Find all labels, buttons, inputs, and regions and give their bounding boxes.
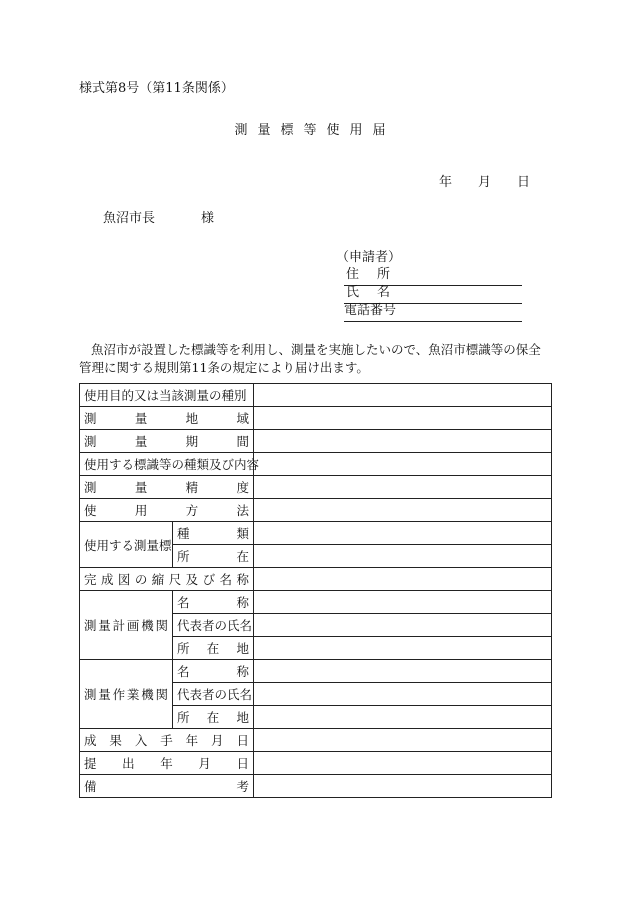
remarks-value[interactable] (254, 775, 552, 798)
date-line (439, 175, 530, 191)
planning-org-rep-label: 代表者の氏名 (173, 614, 254, 637)
marker-type-value[interactable] (254, 522, 552, 545)
work-org-address-value[interactable] (254, 706, 552, 729)
precision-label: 測 量 精 度 (80, 476, 254, 499)
date-year: 年 (439, 175, 453, 190)
table-row (80, 407, 552, 430)
survey-marker-label: 使用する測量標 (80, 522, 173, 568)
addressee-name: 魚沼市長 (103, 211, 156, 226)
table-row (80, 453, 552, 476)
addressee-honorific: 様 (201, 211, 215, 226)
planning-org-address-label: 所 在 地 (173, 637, 254, 660)
area-value[interactable] (254, 407, 552, 430)
planning-org-name-value[interactable] (254, 591, 552, 614)
completion-map-value[interactable] (254, 568, 552, 591)
remarks-label: 備 考 (80, 775, 254, 798)
purpose-value[interactable] (254, 384, 552, 407)
planning-org-label: 測 量 計 画 機 関 (80, 591, 173, 660)
table-row (80, 752, 552, 775)
markers-used-value[interactable] (254, 453, 552, 476)
markers-used-label: 使用する標識等の種類及び内容 (80, 453, 254, 476)
completion-map-label: 完 成 図 の 縮 尺 及 び 名 称 (80, 568, 254, 591)
work-org-rep-label: 代表者の氏名 (173, 683, 254, 706)
period-value[interactable] (254, 430, 552, 453)
form-table (79, 383, 552, 798)
result-date-label: 成 果 入 手 年 月 日 (80, 729, 254, 752)
table-row (80, 499, 552, 522)
form-number: 様式第8号（第11条関係） (79, 81, 234, 96)
marker-type-label: 種 類 (173, 522, 254, 545)
applicant-address-field[interactable] (344, 267, 522, 286)
table-row (80, 430, 552, 453)
date-day: 日 (517, 175, 531, 190)
planning-org-address-value[interactable] (254, 637, 552, 660)
applicant-label: （申請者） (336, 250, 402, 265)
table-row (80, 729, 552, 752)
work-org-rep-value[interactable] (254, 683, 552, 706)
document-title: 測量標等使用届 (234, 123, 396, 138)
precision-value[interactable] (254, 476, 552, 499)
table-row (80, 476, 552, 499)
table-row (80, 568, 552, 591)
planning-org-rep-value[interactable] (254, 614, 552, 637)
work-org-label: 測 量 作 業 機 関 (80, 660, 173, 729)
table-row (80, 591, 552, 614)
purpose-label: 使用目的又は当該測量の種別 (80, 384, 254, 407)
work-org-name-value[interactable] (254, 660, 552, 683)
table-row (80, 384, 552, 407)
table-row (80, 775, 552, 798)
work-org-name-label: 名 称 (173, 660, 254, 683)
period-label: 測 量 期 間 (80, 430, 254, 453)
applicant-name-label: 氏 名 (346, 285, 390, 300)
area-label: 測 量 地 域 (80, 407, 254, 430)
work-org-address-label: 所 在 地 (173, 706, 254, 729)
applicant-phone-field[interactable] (344, 303, 522, 322)
applicant-address-label: 住 所 (346, 267, 390, 282)
date-month: 月 (478, 175, 492, 190)
planning-org-name-label: 名 称 (173, 591, 254, 614)
intro-text: 魚沼市が設置した標識等を利用し、測量を実施したいので、魚沼市標識等の保全管理に関する規則第11条の規定により届け出ます。 (79, 342, 541, 375)
submit-date-label: 提 出 年 月 日 (80, 752, 254, 775)
method-value[interactable] (254, 499, 552, 522)
submit-date-value[interactable] (254, 752, 552, 775)
result-date-value[interactable] (254, 729, 552, 752)
marker-location-value[interactable] (254, 545, 552, 568)
method-label: 使 用 方 法 (80, 499, 254, 522)
marker-location-label: 所 在 (173, 545, 254, 568)
table-row (80, 522, 552, 545)
applicant-name-field[interactable] (344, 285, 522, 304)
addressee (103, 211, 214, 227)
applicant-phone-label: 電話番号 (344, 303, 397, 318)
table-row (80, 660, 552, 683)
